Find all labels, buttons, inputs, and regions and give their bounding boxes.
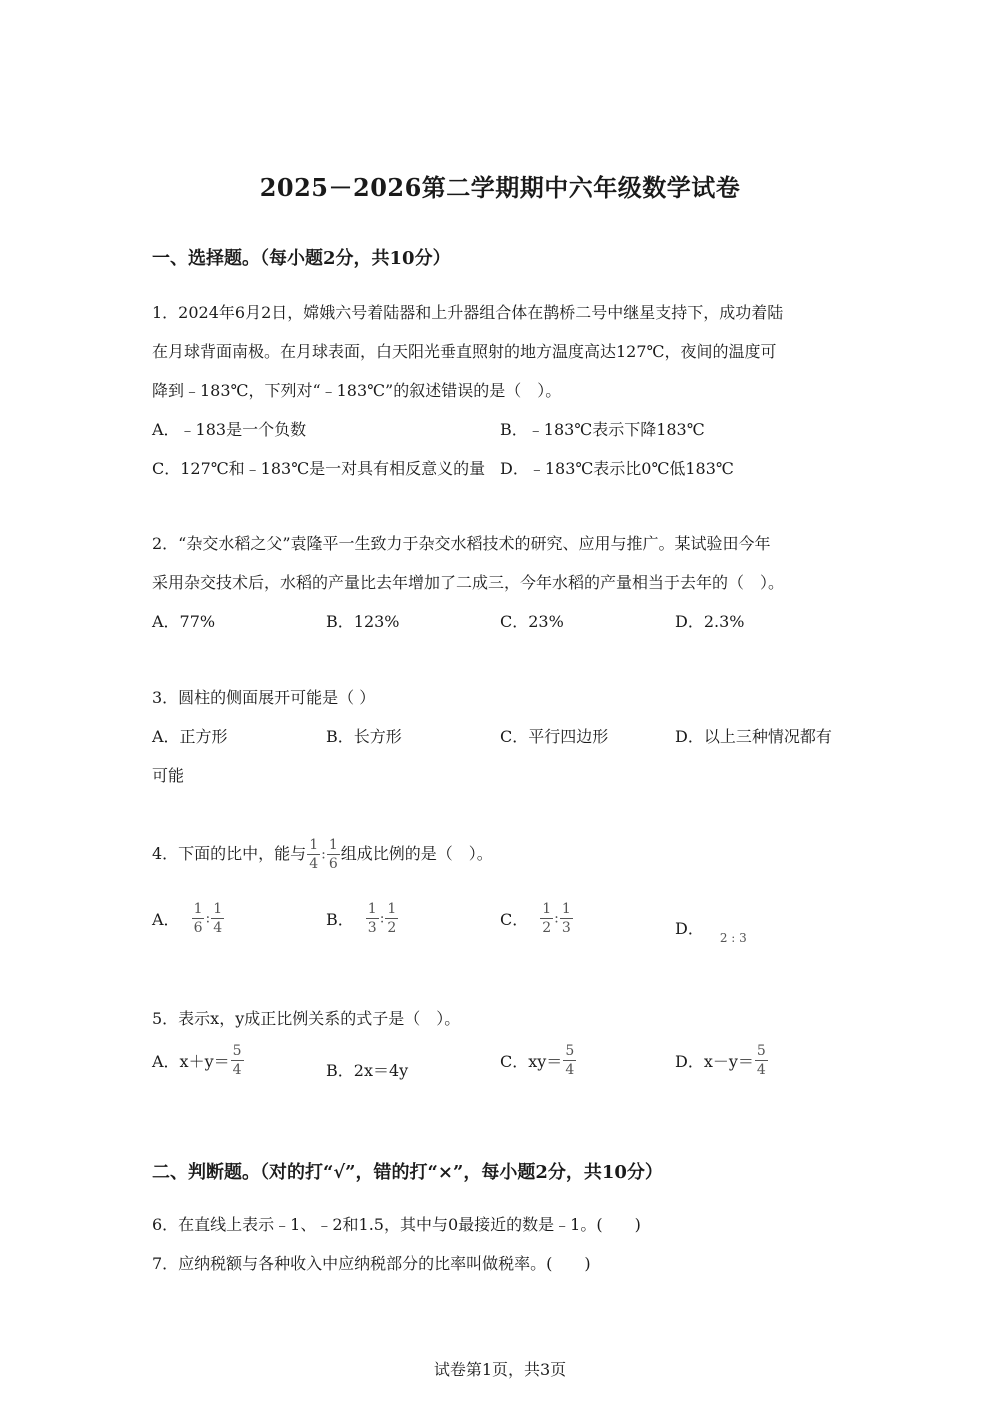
- fraction-numerator: 1: [213, 901, 223, 917]
- q5-option-a: [152, 1042, 245, 1079]
- q3-option-c: C．平行四边形: [500, 727, 609, 746]
- ratio-colon: :: [321, 846, 326, 863]
- fraction-numerator: 1: [328, 837, 338, 853]
- option-text: C．xy＝: [500, 1052, 563, 1071]
- option-label: C．: [500, 910, 529, 929]
- q2-option-c: C．23%: [500, 612, 564, 631]
- fraction-denominator: 6: [328, 856, 338, 872]
- fraction-numerator: 1: [561, 901, 571, 917]
- q1-option-d: D．﹣183℃表示比0℃低183℃: [500, 459, 734, 478]
- page-title: 2025－2026第二学期期中六年级数学试卷: [259, 173, 741, 202]
- q2-option-a: A．77%: [152, 612, 216, 631]
- q2-option-d: D．2.3%: [675, 612, 745, 631]
- q4-option-d-ratio: 2 : 3: [719, 931, 747, 945]
- q4-stem: [152, 836, 493, 873]
- q2-stem-line1: 2．“杂交水稻之父”袁隆平一生致力于杂交水稻技术的研究、应用与推广。某试验田今年: [152, 534, 771, 553]
- fraction-denominator: 3: [367, 920, 377, 936]
- q4-option-c-fraction-1: [540, 900, 553, 937]
- q4-stem-suffix: 组成比例的是（ ）。: [340, 844, 493, 863]
- q7-statement: 7．应纳税额与各种收入中应纳税部分的比率叫做税率。( ): [152, 1254, 591, 1273]
- q1-stem-line1: 1．2024年6月2日，嫦娥六号着陆器和上升器组合体在鹊桥二号中继星支持下，成功着陆: [152, 303, 784, 322]
- fraction-denominator: 4: [232, 1062, 242, 1078]
- fraction-denominator: 4: [756, 1062, 766, 1078]
- q5-stem: 5．表示x，y成正比例关系的式子是（ ）。: [152, 1009, 461, 1028]
- q4-option-b-fraction-2: [385, 900, 398, 937]
- q3-stem: 3．圆柱的侧面展开可能是（ ）: [152, 688, 376, 707]
- q4-option-a-fraction-2: [211, 900, 224, 937]
- fraction-denominator: 2: [542, 920, 552, 936]
- q4-option-c: [500, 900, 574, 937]
- q3-option-d: D．以上三种情况都有: [675, 727, 832, 746]
- q5-option-c: [500, 1042, 577, 1079]
- q4-stem-prefix: 4．下面的比中，能与: [152, 844, 307, 863]
- q1-stem-line2: 在月球背面南极。在月球表面，白天阳光垂直照射的地方温度高达127℃，夜间的温度可: [152, 342, 777, 361]
- q3-option-a: A．正方形: [152, 727, 228, 746]
- q4-option-d: [675, 916, 747, 945]
- q5-option-c-fraction: [563, 1042, 576, 1079]
- fraction-numerator: 5: [565, 1043, 575, 1059]
- q1-option-a: A．﹣183是一个负数: [152, 420, 307, 439]
- fraction-numerator: 1: [367, 901, 377, 917]
- q5-option-d: [675, 1042, 769, 1079]
- option-label: B．: [326, 910, 354, 929]
- section-heading-judgment: 二、判断题。（对的打“√”，错的打“×”，每小题2分，共10分）: [152, 1162, 663, 1183]
- fraction-denominator: 3: [561, 920, 571, 936]
- q4-option-b: [326, 900, 399, 937]
- fraction-denominator: 4: [213, 920, 223, 936]
- fraction-denominator: 6: [193, 920, 203, 936]
- option-label: D．: [675, 919, 704, 938]
- q1-stem-line3: 降到﹣183℃，下列对“﹣183℃”的叙述错误的是（ ）。: [152, 381, 562, 400]
- ratio-colon: :: [205, 910, 211, 927]
- section-heading-choice: 一、选择题。（每小题2分，共10分）: [152, 248, 451, 269]
- q5-option-a-fraction: [231, 1042, 244, 1079]
- fraction-numerator: 1: [387, 901, 397, 917]
- option-text: D．x－y＝: [675, 1052, 754, 1071]
- option-text: A．x＋y＝: [152, 1052, 230, 1071]
- q4-option-a: [152, 900, 225, 937]
- fraction-denominator: 4: [565, 1062, 575, 1078]
- q1-option-b: B．﹣183℃表示下降183℃: [500, 420, 705, 439]
- q4-option-a-fraction-1: [192, 900, 205, 937]
- fraction-denominator: 4: [309, 856, 319, 872]
- q2-stem-line2: 采用杂交技术后，水稻的产量比去年增加了二成三，今年水稻的产量相当于去年的（ ）。: [152, 573, 785, 592]
- q4-stem-fraction-2: [327, 836, 340, 873]
- option-label: A．: [152, 910, 180, 929]
- q6-statement: 6．在直线上表示﹣1、﹣2和1.5，其中与0最接近的数是﹣1。( ): [152, 1215, 641, 1234]
- fraction-numerator: 1: [309, 837, 319, 853]
- fraction-numerator: 5: [756, 1043, 766, 1059]
- q1-option-c: C．127℃和﹣183℃是一对具有相反意义的量: [152, 459, 486, 478]
- fraction-numerator: 1: [542, 901, 552, 917]
- q3-option-d-continued: 可能: [152, 766, 185, 785]
- q3-option-b: B．长方形: [326, 727, 402, 746]
- q4-stem-fraction-1: [307, 836, 320, 873]
- q4-option-b-fraction-1: [366, 900, 379, 937]
- fraction-numerator: 5: [232, 1043, 242, 1059]
- page-footer: 试卷第1页，共3页: [433, 1360, 567, 1379]
- fraction-denominator: 2: [387, 920, 397, 936]
- q4-option-c-fraction-2: [560, 900, 573, 937]
- q5-option-b: B．2x＝4y: [326, 1061, 409, 1080]
- q2-option-b: B．123%: [326, 612, 400, 631]
- ratio-colon: :: [554, 910, 559, 927]
- ratio-colon: :: [379, 910, 385, 927]
- fraction-numerator: 1: [193, 901, 203, 917]
- q5-option-d-fraction: [755, 1042, 768, 1079]
